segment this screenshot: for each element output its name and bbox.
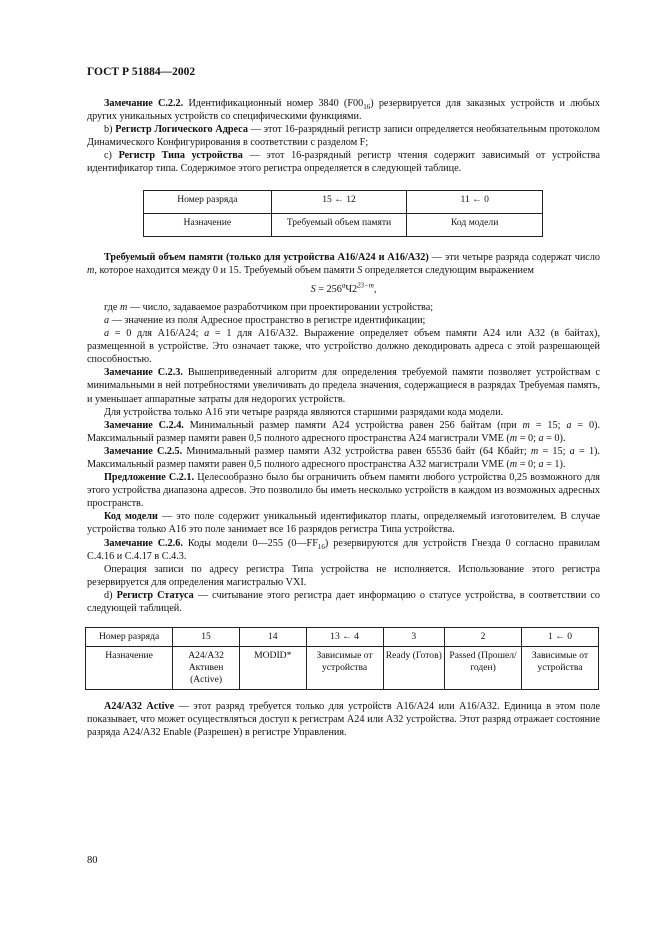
- paragraph-model-code: Код модели — это поле содержит уникальный идентификатор платы, определяемый изготовителем. В случае устройства только А16 это поле занимает все 16 разрядов регистра Типа устройства.: [87, 511, 600, 536]
- term-label: Код модели: [104, 511, 158, 523]
- table-header-row: [86, 628, 599, 647]
- paragraph-where-a: a — значение из поля Адресное пространство в регистре идентификации;: [104, 314, 426, 326]
- document-header: ГОСТ Р 51884—2002: [87, 66, 196, 78]
- table-cell: Ready (Готов): [383, 647, 445, 690]
- paragraph-note-c23: Замечание С.2.3. Вышеприведенный алгоритм для определения требуемой памяти позволяет устройствам с минимальными в ней потребностями увеличивать до предела значения, содержащиеся в разрядах Требуемая память, и уменьшает аппаратные затраты для недорогих устройств.: [87, 367, 600, 405]
- table-cell: Назначение: [86, 647, 173, 690]
- table-cell: 14: [239, 628, 306, 647]
- paragraph-where-m: где m — число, задаваемое разработчиком при проектировании устройства;: [104, 301, 434, 313]
- note-label: Замечание С.2.4.: [104, 419, 184, 431]
- table-header-row: [144, 190, 543, 213]
- note-label: Замечание С.2.6.: [104, 537, 183, 549]
- table-cell: 11 ← 0: [407, 190, 543, 213]
- paragraph-logical-address-register: b) Регистр Логического Адреса — этот 16-разрядный регистр записи определяется необязательным протоколом Динамического Конфигурирования в соответствии с разделом F;: [87, 124, 600, 149]
- table-cell: Назначение: [144, 213, 272, 236]
- term-label: Регистр Логического Адреса: [115, 124, 248, 136]
- term-label: А24/А32 Active: [104, 701, 175, 713]
- page-number: 80: [87, 855, 98, 866]
- table-row: [144, 213, 543, 236]
- paragraph-a24-a32-active: А24/А32 Active — этот разряд требуется только для устройств А16/А24 или А16/А32. Единица в этом поле показывает, что может осуществляться доступ к регистрам А24 или А32 устройства. Этот разряд отражает состояние разряда А24/А32 Enable (Разрешен) в регистре Управления.: [87, 701, 601, 739]
- status-register-table: [85, 627, 599, 690]
- term-label: Регистр Типа устройства: [118, 150, 243, 162]
- table-row: [86, 647, 599, 690]
- table-cell: 15 ← 12: [271, 190, 407, 213]
- paragraph-status-register: d) Регистр Статуса — считывание этого регистра дает информацию о статусе устройства, в соответствии со следующей таблицей.: [87, 589, 600, 614]
- memory-size-formula: $S = 256^aЧ2^{23-m}$,: [310, 281, 377, 295]
- paragraph-a16-only: Для устройства только А16 эти четыре разряда являются старшими разрядами кода модели.: [104, 406, 504, 418]
- note-label: Замечание С.2.5.: [104, 445, 183, 457]
- table-cell: 2: [445, 628, 522, 647]
- paragraph-note-c24: Замечание С.2.4. Минимальный размер памяти А24 устройства равен 256 байтам (при m = 15; a = 0). Максимальный размер памяти равен 0,5 полного адресного пространства А24 магистрали VME (m = 0; a = 0).: [87, 419, 600, 444]
- paragraph-note-c25: Замечание С.2.5. Минимальный размер памяти А32 устройства равен 65536 байт (64 Кбайт; m = 15; a = 1). Максимальный размер памяти равен 0,5 полного адресного пространства А32 магистрали VME (m = 0; a = 1).: [87, 445, 600, 470]
- paragraph-proposal-c21: Предложение С.2.1. Целесообразно было бы ограничить объем памяти любого устройства 0,25 возможного для этого устройства диапазона адресов. Это позволило бы иметь несколько устройств в каждом из возможных адресных пространств.: [87, 472, 600, 510]
- term-label: Регистр Статуса: [116, 589, 194, 601]
- table-cell: Номер разряда: [144, 190, 272, 213]
- paragraph-write-operation: Операция записи по адресу регистра Типа устройства не исполняется. Использование этого регистра резервируется для определения магистралью VXI.: [87, 563, 600, 588]
- table-cell: Номер разряда: [86, 628, 173, 647]
- table-cell: Passed (Прошел/годен): [445, 647, 522, 690]
- paragraph-required-memory: Требуемый объем памяти (только для устройства А16/А24 и А16/А32) — эти четыре разряда содержат число m, которое находится между 0 и 15. Требуемый объем памяти S определяется следующим выражением: [87, 251, 600, 276]
- table-cell: Требуемый объем памяти: [271, 213, 407, 236]
- table-cell: 3: [383, 628, 445, 647]
- note-label: Предложение С.2.1.: [104, 472, 195, 484]
- table-cell: 13 ← 4: [306, 628, 383, 647]
- table-cell: MODID*: [239, 647, 306, 690]
- table-cell: 1 ← 0: [522, 628, 599, 647]
- table-cell: А24/А32 Активен (Active): [173, 647, 240, 690]
- paragraph-note-c26: Замечание С.2.6. Коды модели 0—255 $(0—FF_{16})$ резервируются для устройств Гнезда 0 согласно правилам С.4.16 и С.4.17 в С.4.3.: [87, 537, 601, 562]
- page-content: [87, 97, 600, 739]
- note-label: Замечание С.2.3.: [104, 367, 183, 379]
- table-cell: 15: [173, 628, 240, 647]
- paragraph-a-values: a = 0 для А16/А24; a = 1 для А16/А32. Выражение определяет объем памяти А24 или А32 (в байтах), размещенной в устройстве. Это означает также, что устройство должно декодировать адреса с этой разрешающей способностью.: [87, 328, 600, 366]
- table-cell: Зависимые от устройства: [306, 647, 383, 690]
- term-label: Требуемый объем памяти (только для устройства А16/А24 и А16/А32): [104, 251, 429, 263]
- paragraph-device-type-register: c) Регистр Типа устройства — этот 16-разрядный регистр чтения содержит зависимый от устройства идентификатор типа. Содержимое этого регистра определяется в следующей таблице.: [87, 150, 600, 175]
- note-label: Замечание С.2.2.: [104, 98, 184, 109]
- device-type-register-table: [143, 190, 543, 237]
- table-cell: Код модели: [407, 213, 543, 236]
- table-cell: Зависимые от устройства: [522, 647, 599, 690]
- paragraph-note-c22: Замечание С.2.2. Идентификационный номер 3840 $(F00_{16})$ резервируется для заказных устройств и любых других уникальных устройств со специфическими функциями.: [87, 98, 600, 123]
